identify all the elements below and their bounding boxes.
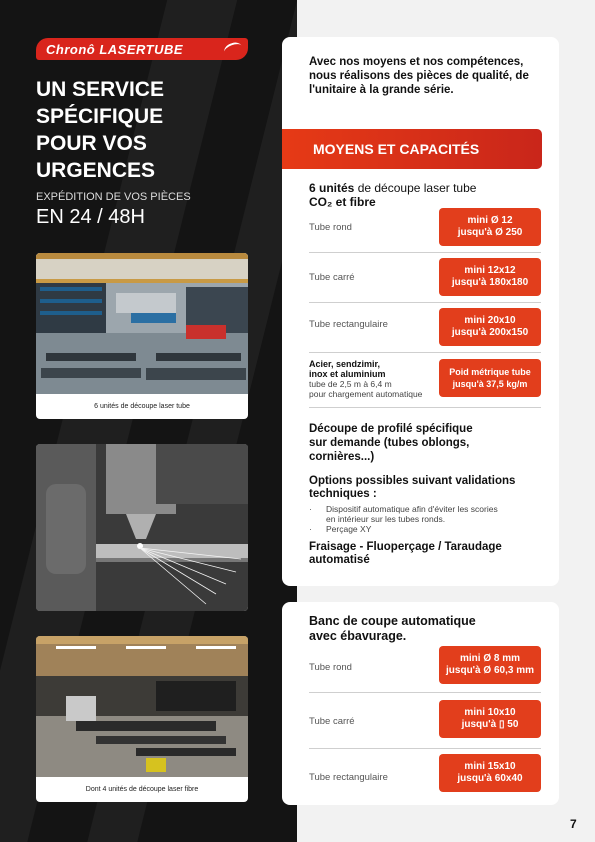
swoosh-icon [222,40,243,57]
material-detail: tube de 2,5 m à 6,4 m [309,379,392,389]
divider [309,748,541,749]
page-title [36,76,164,184]
bullet-icon: · [309,504,312,514]
options-list [309,504,544,534]
spec-row [309,258,541,308]
title-line: SPÉCIFIQUE [36,105,164,128]
options-line: techniques : [309,488,377,500]
fraisage-heading [309,541,502,567]
list-item-text: Dispositif automatique afin d'éviter les scories [326,504,498,514]
material-title: Acier, sendzimir, [309,359,381,369]
material-detail: pour chargement automatique [309,389,423,399]
spec-pill [439,646,541,684]
spec-row [309,754,541,800]
spec-label: Tube rond [309,222,352,233]
material-row [309,357,541,409]
photo-card-workshop [36,253,248,419]
spec-pill [439,308,541,346]
spec-row [309,646,541,694]
profile-line: sur demande (tubes oblongs, [309,437,470,449]
laser-units-bold: 6 unités [309,181,355,195]
options-line: Options possibles suivant validations [309,475,516,487]
title-line: POUR VOS [36,132,147,155]
spec-row [309,308,541,358]
bullet-icon: · [309,524,312,534]
list-item [309,504,544,524]
divider [309,252,541,253]
laser-units-line2: CO₂ et fibre [309,195,376,209]
spec-pill-max: jusqu'à ▯ 50 [461,719,519,730]
weight-pill-label: Poid métrique tube [449,367,531,377]
laser-units-rest: de découpe laser tube [354,181,477,195]
divider [309,352,541,353]
fraisage-line: automatisé [309,554,370,566]
options-heading [309,475,515,501]
fiber-laser-photo [36,636,248,777]
material-title: inox et aluminium [309,369,386,379]
spec-pill-max: jusqu'à Ø 250 [457,227,523,238]
photo-caption: Dont 4 unités de découpe laser fibre [85,786,199,793]
profile-line: Découpe de profilé spécifique [309,423,473,435]
capacities-card [282,37,559,586]
spec-pill-min: mini 20x10 [464,315,516,326]
spec-pill-max: jusqu'à 200x150 [451,327,529,338]
material-label [309,359,437,399]
spec-pill [439,754,541,792]
spec-label: Tube rectangulaire [309,319,388,330]
spec-pill [439,700,541,738]
expedition-label: EXPÉDITION DE VOS PIÈCES [36,191,191,203]
spec-row [309,208,541,258]
delay-label: EN 24 / 48H [36,206,145,228]
brand-logo [36,38,248,60]
list-item-text: Perçage XY [326,524,372,534]
spec-pill-min: mini 12x12 [464,265,516,276]
spec-label: Tube carré [309,716,355,727]
page-number: 7 [570,817,577,831]
spec-pill-max: jusqu'à 180x180 [451,277,529,288]
spec-pill-max: jusqu'à Ø 60,3 mm [446,665,534,676]
bench-heading [309,614,476,644]
spec-label: Tube carré [309,272,355,283]
spec-row [309,700,541,748]
laser-units-heading [309,181,476,209]
title-line: UN SERVICE [36,78,164,101]
list-item [309,524,544,534]
divider [309,692,541,693]
weight-pill [439,359,541,397]
profile-heading [309,422,473,464]
spec-label: Tube rectangulaire [309,772,388,783]
workshop-photo [36,253,248,394]
section-banner: MOYENS ET CAPACITÉS [282,129,542,169]
list-item-text: en intérieur sur les tubes ronds. [326,514,446,524]
spec-pill [439,258,541,296]
weight-pill-value: jusqu'à 37,5 kg/m [452,379,528,389]
spec-pill [439,208,541,246]
intro-text: Avec nos moyens et nos compétences, nous réalisons des pièces de qualité, de l'unitaire à la grande série. [309,56,529,96]
divider [309,302,541,303]
spec-pill-min: mini Ø 12 [467,215,513,226]
fraisage-line: Fraisage - Fluoperçage / Taraudage [309,541,502,553]
profile-line: cornières...) [309,451,375,463]
spec-pill-min: mini 15x10 [464,761,516,772]
cutting-bench-card [282,602,559,805]
spec-pill-min: mini Ø 8 mm [459,653,520,664]
bench-heading-line: Banc de coupe automatique [309,614,476,628]
spec-label: Tube rond [309,662,352,673]
spec-pill-min: mini 10x10 [464,707,516,718]
spec-pill-max: jusqu'à 60x40 [457,773,523,784]
photo-card-laser [36,444,248,611]
photo-card-fiber [36,636,248,802]
laser-cutting-photo [36,444,248,611]
title-line: URGENCES [36,159,156,182]
photo-caption: 6 unités de découpe laser tube [94,403,190,410]
brand-logo-text: Chronô LASERTUBE [46,41,184,57]
divider [309,407,541,408]
bench-heading-line: avec ébavurage. [309,629,407,643]
